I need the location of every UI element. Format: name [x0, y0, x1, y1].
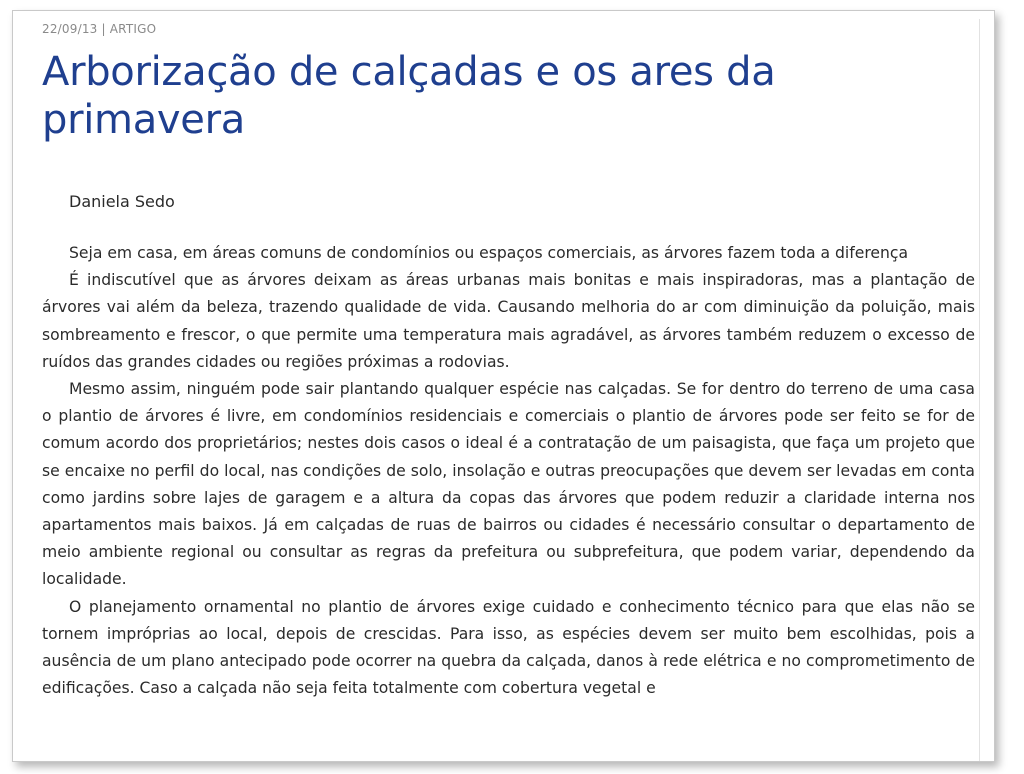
- article-body: [42, 240, 975, 702]
- article-content: [42, 11, 975, 702]
- paragraph-1: Seja em casa, em áreas comuns de condomínios ou espaços comerciais, as árvores fazem toda a diferença: [69, 244, 908, 262]
- paragraph-4: O planejamento ornamental no plantio de árvores exige cuidado e conhecimento técnico para que elas não se tornem impróprias ao local, depois de crescidas. Para isso, as espécies devem ser muito bem escolhidas, pois a ausência de um plano antecipado pode ocorrer na quebra da calçada, danos à rede elétrica e no comprometimento de edificações. Caso a calçada não seja feita totalmente com cobertura vegetal e: [42, 597, 975, 698]
- scroll-divider: [979, 19, 980, 761]
- article-frame: [12, 10, 995, 762]
- article-author: Daniela Sedo: [69, 192, 175, 211]
- paragraph-3: Mesmo assim, ninguém pode sair plantando qualquer espécie nas calçadas. Se for dentro do terreno de uma casa o plantio de árvores é livre, em condomínios residenciais e comerciais o plantio de árvores pode ser feito se for de comum acordo dos proprietários; nestes dois casos o ideal é a contratação de um paisagista, que faça um projeto que se encaixe no perfil do local, nas condições de solo, insolação e outras preocupações que devem ser levadas em conta como jardins sobre lajes de garagem e a altura da copas das árvores que podem reduzir a claridade interna nos apartamentos mais baixos. Já em calçadas de ruas de bairros ou cidades é necessário consultar o departamento de meio ambiente regional ou consultar as regras da prefeitura ou subprefeitura, que podem variar, dependendo da localidade.: [42, 380, 975, 589]
- article-meta: 22/09/13 | ARTIGO: [42, 22, 157, 36]
- article-title: Arborização de calçadas e os ares da primavera: [42, 49, 776, 143]
- paragraph-2: É indiscutível que as árvores deixam as áreas urbanas mais bonitas e mais inspiradoras, mas a plantação de árvores vai além da beleza, trazendo qualidade de vida. Causando melhoria do ar com diminuição da poluição, mais sombreamento e frescor, o que permite uma temperatura mais agradável, as árvores também reduzem o excesso de ruídos das grandes cidades ou regiões próximas a rodovias.: [42, 271, 975, 371]
